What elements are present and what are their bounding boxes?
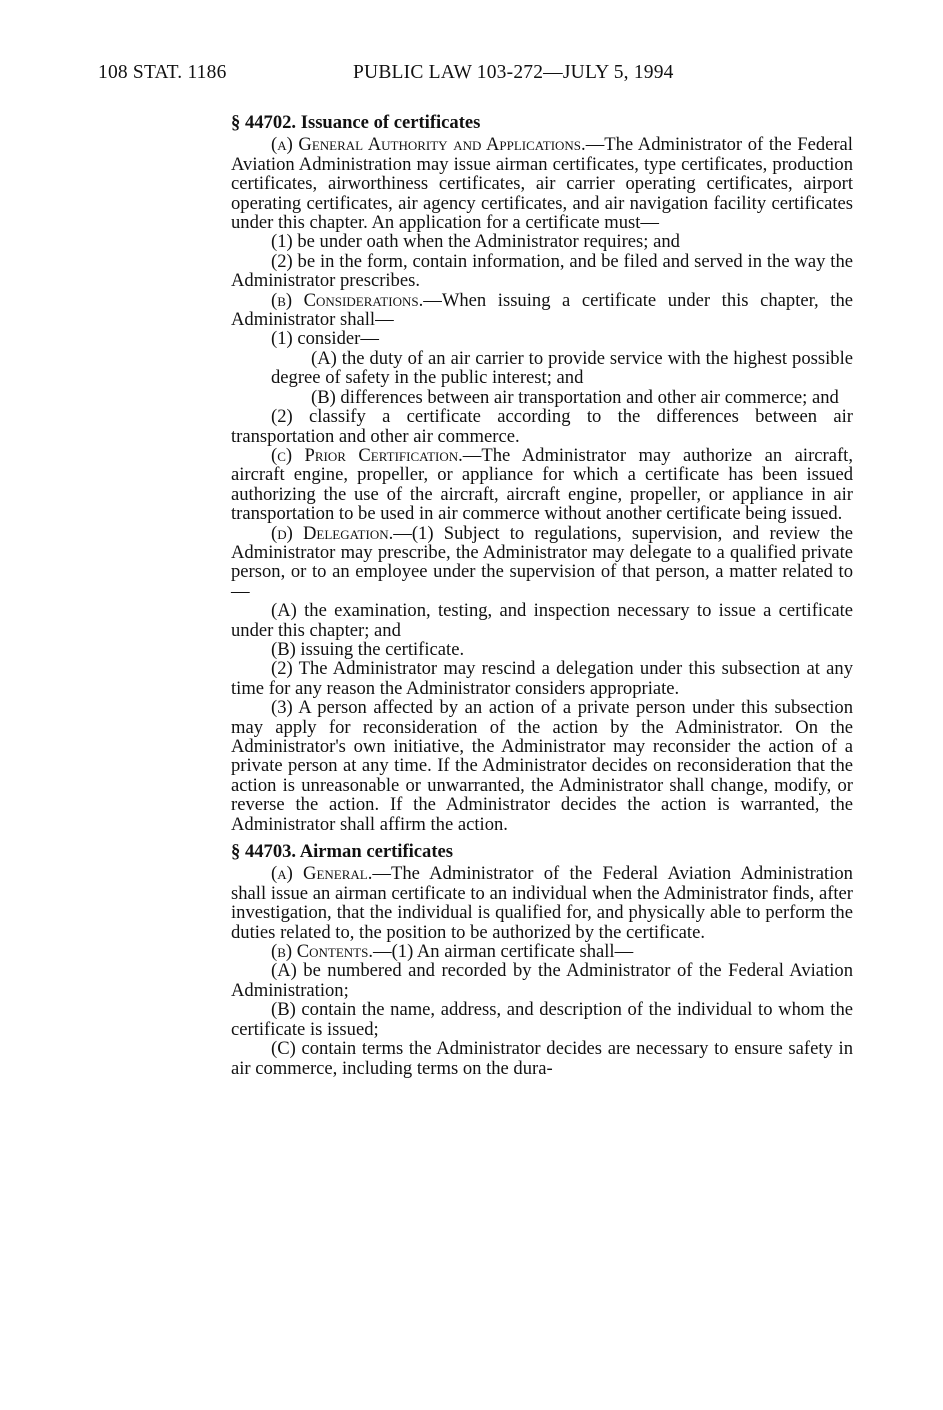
running-header (98, 62, 674, 84)
clause-44703-bC: (C) contain terms the Administrator decides are necessary to ensure safety in air commerce, including terms on the dura- (231, 1038, 853, 1079)
subsection-c-heading: (c) Prior Certification. (271, 444, 463, 466)
subsection-44703-b (231, 942, 853, 961)
subsection-44703-a-text: —The Administrator of the Federal Aviation Administration shall issue an airman certificate to an individual when the Administrator finds, after investigation, that the individual is qualified for, and physically able to perform the duties related to, the position to be authorized by the certificate. (231, 863, 853, 943)
paragraph-b2: (2) classify a certificate according to the differences between air transportation and other air commerce. (231, 406, 853, 447)
subsection-d-text: —(1) Subject to regulations, supervision, and review the Administrator may prescribe, the Administrator may delegate to a qualified private person, or to an employee under the supervision of that person, a matter related to— (231, 522, 853, 602)
subsection-b-heading: (b) Considerations. (271, 289, 424, 311)
paragraph-d3: (3) A person affected by an action of a private person under this subsection may apply for reconsideration of the action by the Administrator. On the Administrator's own initiative, the Administrator may reconsider the action of a private person at any time. If the Administrator decides on reconsideration that the action is unreasonable or unwarranted, the Administrator shall change, modify, or reverse the action. If the Administrator decides the action is warranted, the Administrator shall affirm the action. (231, 697, 853, 835)
subsection-b-text: —When issuing a certificate under this chapter, the Administrator shall— (231, 289, 853, 331)
clause-b1B: (B) differences between air transportation and other air commerce; and (311, 386, 839, 408)
subsection-a-text: —The Administrator of the Federal Aviation Administration may issue airman certificates, type certificates, production certificates, airworthiness certificates, air carrier operating certificates, airport operating certificates, air agency certificates, and air navigation facility certificates under this chapter. An application for a certificate must— (231, 134, 853, 234)
subsection-c (231, 446, 853, 524)
subsection-d (231, 524, 853, 602)
paragraph-d2: (2) The Administrator may rescind a delegation under this subsection at any time for any reason the Administrator considers appropriate. (231, 658, 853, 699)
subsection-44703-b-heading: (b) Contents. (271, 941, 373, 963)
section-heading-44703: § 44703. Airman certificates (231, 841, 454, 863)
subsection-d-heading: (d) Delegation. (271, 522, 394, 544)
subsection-44703-a (231, 864, 853, 942)
subsection-c-text: —The Administrator may authorize an aircraft, aircraft engine, propeller, or appliance for which a certificate has been issued authorizing the use of the aircraft, aircraft engine, propeller, or appliance in air transportation to be used in air commerce without another certificate being issued. (231, 444, 853, 525)
law-title: PUBLIC LAW 103-272—JULY 5, 1994 (353, 62, 674, 83)
section-heading-44702: § 44702. Issuance of certificates (231, 112, 481, 133)
subsection-44703-a-heading: (a) General. (271, 863, 373, 885)
document-body (231, 111, 853, 1078)
clause-44703-bA: (A) be numbered and recorded by the Administrator of the Federal Aviation Administration; (231, 960, 853, 1001)
subsection-a-heading: (a) General Authority and Applications. (271, 134, 586, 156)
subsection-b (231, 291, 853, 330)
subsection-a (231, 135, 853, 232)
paragraph-a1: (1) be under oath when the Administrator requires; and (271, 231, 680, 253)
clause-44703-bB: (B) contain the name, address, and description of the individual to whom the certificate is issued; (231, 999, 853, 1040)
stat-citation: 108 STAT. 1186 (98, 62, 227, 83)
clause-dB: (B) issuing the certificate. (271, 638, 465, 660)
clause-dA: (A) the examination, testing, and inspection necessary to issue a certificate under this chapter; and (231, 600, 853, 641)
clause-b1A: (A) the duty of an air carrier to provide service with the highest possible degree of safety in the public interest; and (271, 347, 853, 389)
paragraph-b1: (1) consider— (271, 328, 379, 350)
paragraph-a2: (2) be in the form, contain information, and be filed and served in the way the Administrator prescribes. (231, 250, 853, 292)
subsection-44703-b-text: —(1) An airman certificate shall— (372, 941, 634, 963)
